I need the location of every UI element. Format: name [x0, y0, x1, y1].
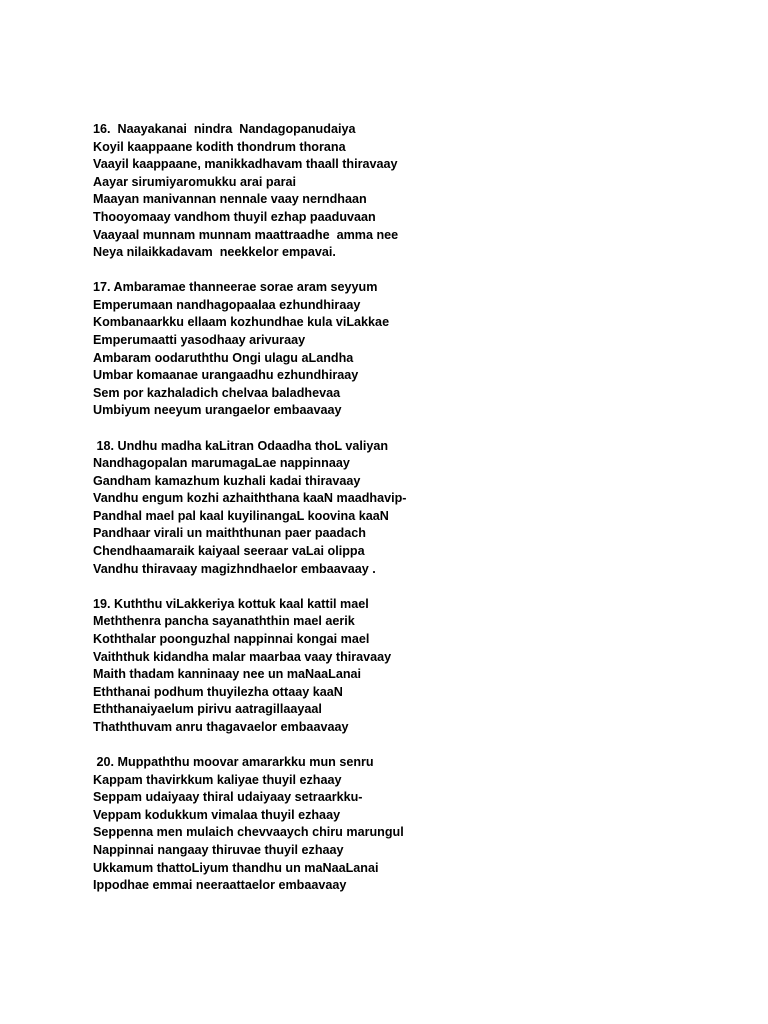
- stanza-line: Maith thadam kanninaay nee un maNaaLanai: [93, 667, 362, 682]
- stanza-line: Kappam thavirkkum kaliyae thuyil ezhaay: [93, 772, 342, 787]
- stanza-18: [93, 438, 743, 579]
- stanza-line: Aayar sirumiyaromukku arai parai: [93, 174, 297, 189]
- stanza-line: Meththenra pancha sayanaththin mael aerik: [93, 614, 355, 629]
- stanza-line: Seppenna men mulaich chevvaaych chiru marungul: [93, 825, 404, 840]
- stanza-line: Emperumaatti yasodhaay arivuraay: [93, 333, 306, 348]
- stanza-line: Gandham kamazhum kuzhali kadai thiravaay: [93, 473, 361, 488]
- stanza-line: 17. Ambaramae thanneerae sorae aram seyyum: [93, 280, 378, 295]
- stanza-line: Umbiyum neeyum urangaelor embaavaay: [93, 403, 342, 418]
- stanza-line: Seppam udaiyaay thiral udaiyaay setraarkku-: [93, 790, 363, 805]
- stanza-line: Thaththuvam anru thagavaelor embaavaay: [93, 719, 349, 734]
- stanza-line: Emperumaan nandhagopaalaa ezhundhiraay: [93, 297, 361, 312]
- stanza-line: 16. Naayakanai nindra Nandagopanudaiya: [93, 122, 356, 136]
- stanza-line: 18. Undhu madha kaLitran Odaadha thoL valiyan: [93, 438, 389, 453]
- stanza-line: Koyil kaappaane kodith thondrum thorana: [93, 139, 346, 154]
- stanza-line: Vaayaal munnam munnam maattraadhe amma nee: [93, 227, 399, 242]
- stanza-line: Eththanaiyaelum pirivu aatragillaayaal: [93, 702, 322, 717]
- stanza-line: 19. Kuththu viLakkeriya kottuk kaal kattil mael: [93, 596, 369, 611]
- stanza-line: Nappinnai nangaay thiruvae thuyil ezhaay: [93, 842, 344, 857]
- stanza-line: Ambaram oodaruththu Ongi ulagu aLandha: [93, 350, 354, 365]
- stanza-line: 20. Muppaththu moovar amararkku mun senru: [93, 755, 374, 769]
- stanza-17: [93, 279, 743, 420]
- stanza-line: Umbar komaanae urangaadhu ezhundhiraay: [93, 368, 359, 383]
- stanza-line: Kombanaarkku ellaam kozhundhae kula viLakkae: [93, 315, 390, 330]
- stanza-line: Veppam kodukkum vimalaa thuyil ezhaay: [93, 807, 341, 822]
- stanza-19: [93, 596, 743, 737]
- stanza-line: Pandhaar virali un maiththunan paer paadach: [93, 526, 366, 541]
- stanza-line: Maayan manivannan nennale vaay nerndhaan: [93, 192, 367, 207]
- stanza-line: Vandhu thiravaay magizhndhaelor embaavaay .: [93, 561, 376, 576]
- stanza-20: [93, 754, 743, 895]
- stanza-line: Pandhal mael pal kaal kuyilinangaL koovina kaaN: [93, 508, 389, 523]
- stanza-line: Nandhagopalan marumagaLae nappinnaay: [93, 456, 350, 471]
- stanza-line: Ippodhae emmai neeraattaelor embaavaay: [93, 878, 347, 893]
- stanza-line: Vaiththuk kidandha malar maarbaa vaay thiravaay: [93, 649, 392, 664]
- stanza-line: Chendhaamaraik kaiyaal seeraar vaLai olippa: [93, 544, 365, 559]
- stanza-16: [93, 121, 743, 262]
- stanza-line: Thooyomaay vandhom thuyil ezhap paaduvaan: [93, 209, 376, 224]
- stanza-line: Vaayil kaappaane, manikkadhavam thaall thiravaay: [93, 157, 398, 172]
- stanza-line: Neya nilaikkadavam neekkelor empavai.: [93, 245, 336, 260]
- stanza-line: Sem por kazhaladich chelvaa baladhevaa: [93, 385, 341, 400]
- stanza-line: Koththalar poonguzhal nappinnai kongai mael: [93, 631, 370, 646]
- stanza-line: Eththanai podhum thuyilezha ottaay kaaN: [93, 684, 343, 699]
- stanza-line: Vandhu engum kozhi azhaiththana kaaN maadhavip-: [93, 491, 407, 506]
- document-page: [93, 121, 743, 912]
- stanza-line: Ukkamum thattoLiyum thandhu un maNaaLanai: [93, 860, 379, 875]
